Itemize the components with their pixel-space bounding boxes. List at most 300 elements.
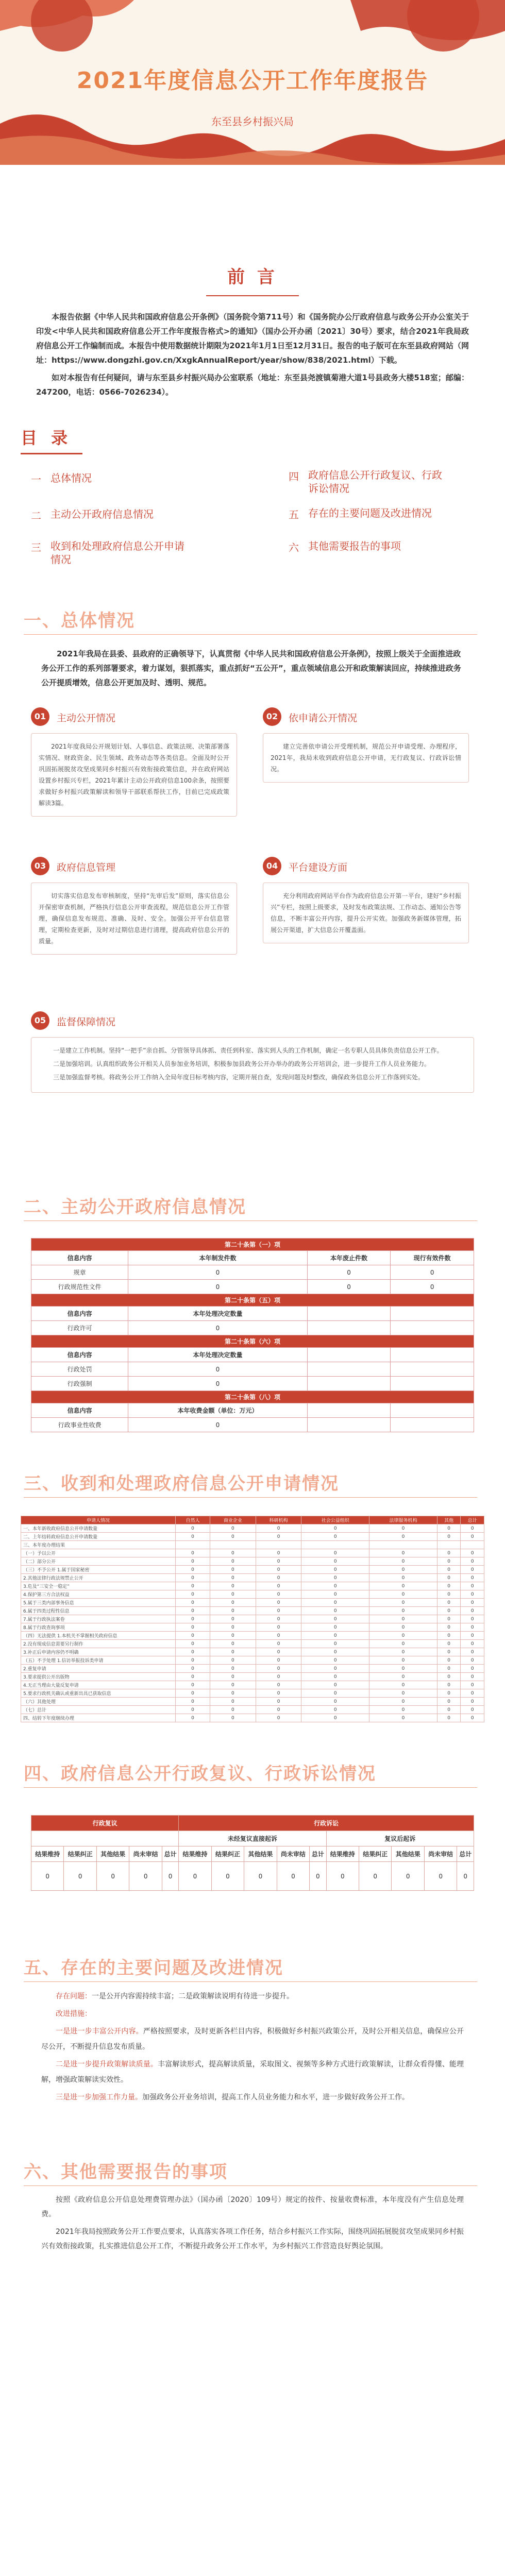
table-cell: 0 [128,1280,308,1294]
table-cell [210,1541,256,1549]
table-header-cell: 行政复议 [31,1816,179,1831]
table-cell: 0 [256,1706,301,1714]
table-header-cell: 信息内容 [31,1348,128,1362]
table-row [21,1524,484,1533]
toc-num: 一 [31,473,41,486]
table-cell: 0 [176,1623,210,1632]
card-title: 依申请公开情况 [289,713,358,724]
table-cell: 0 [256,1656,301,1665]
table-cell: 0 [437,1681,461,1689]
table-row-label: 5.属于三类内部事务信息 [21,1599,176,1607]
table-cell: 0 [176,1574,210,1582]
table-row [21,1673,484,1681]
table-cell: 0 [457,1862,474,1891]
table-cell: 0 [461,1706,484,1714]
toc-item-6[interactable] [289,539,442,554]
table-header-cell [307,1403,391,1418]
table-header-row [31,1831,474,1846]
table-cell: 0 [210,1689,256,1698]
table-cell: 0 [369,1582,437,1590]
table-cell: 0 [176,1632,210,1640]
table-bar-cell: 第二十条第（八）项 [31,1391,474,1403]
table-header-row [31,1846,474,1862]
table-cell [461,1541,484,1549]
table-cell: 0 [437,1599,461,1607]
toc-num: 六 [289,541,299,554]
table-row [21,1689,484,1698]
table-row [21,1665,484,1673]
table-cell: 0 [369,1689,437,1698]
table-cell: 0 [437,1533,461,1541]
table-cell: 0 [210,1615,256,1623]
table-row [21,1607,484,1615]
table-cell: 0 [301,1524,369,1533]
table-header-cell: 其他 [437,1516,461,1524]
table-header-cell: 社会公益组织 [301,1516,369,1524]
table-cell: 0 [437,1590,461,1599]
card-title: 监督保障情况 [57,1016,116,1028]
section-divider [24,1981,477,1982]
table-cell: 0 [210,1640,256,1648]
table-cell: 0 [176,1698,210,1706]
table-cell: 0 [256,1549,301,1557]
table-header-cell: 结果纠正 [64,1846,96,1862]
table-cell [307,1321,391,1335]
table-cell: 0 [256,1524,301,1533]
section-header [0,1947,505,1989]
section-title: 六、其他需要报告的事项 [24,2162,228,2182]
table-cell: 0 [210,1714,256,1722]
table-header-row [31,1816,474,1831]
table-row-label: 3.补正后申请内容仍不明确 [21,1648,176,1656]
table-header-row [31,1307,474,1321]
table-row [21,1566,484,1574]
review-litigation-table [31,1815,474,1891]
table-row-label: （一）予以公开 [21,1549,176,1557]
table-cell [307,1362,391,1377]
table-cell: 0 [210,1574,256,1582]
table-cell: 0 [461,1632,484,1640]
table-cell [256,1541,301,1549]
table-header-cell [391,1307,474,1321]
table-cell [307,1377,391,1391]
table-cell: 0 [162,1862,178,1891]
toc-item-4[interactable] [289,468,442,495]
table-row-label: 二、上年结转政府信息公开申请数量 [21,1533,176,1541]
table-header-cell: 总计 [162,1846,178,1862]
table-cell: 0 [437,1615,461,1623]
table-header-cell: 复议后起诉 [326,1831,474,1846]
table-cell: 0 [437,1524,461,1533]
section-header [0,1753,505,1794]
toc-num: 四 [289,470,299,483]
section-divider [24,2185,477,2186]
table-cell: 0 [461,1665,484,1673]
card-paragraph: 一是建立工作机制。坚持“一把手”亲自抓、分管领导具体抓、责任到科室、落实到人头的工作机制，确定一名专职人员具体负责信息公开工作。 [53,1047,443,1054]
table-cell: 0 [437,1566,461,1574]
table-cell: 0 [301,1623,369,1632]
table-cell: 0 [437,1689,461,1698]
section6-paragraph: 按照《政府信息公开信息处理费管理办法》（国办函〔2020〕109号）规定的按件、按量收费标准，本年度没有产生信息处理费。 [41,2196,464,2218]
card-badge: 04 [263,857,281,875]
table-cell: 0 [461,1599,484,1607]
table-header-row [31,1403,474,1418]
report-org: 东至县乡村振兴局 [211,115,294,128]
table-row-label: 3.危及“三安全一稳定” [21,1582,176,1590]
table-cell: 0 [369,1607,437,1615]
table-cell: 0 [176,1640,210,1648]
table-bar-cell: 第二十条第（一）项 [31,1239,474,1251]
table-cell: 0 [437,1706,461,1714]
table-cell: 0 [176,1689,210,1698]
table-header-cell: 其他结果 [392,1846,424,1862]
table-row [21,1706,484,1714]
table-row-label: 2.重复申请 [21,1665,176,1673]
table-cell: 0 [301,1574,369,1582]
table-cell: 0 [301,1590,369,1599]
table-cell: 0 [301,1673,369,1681]
section-divider [24,1787,477,1788]
table-cell: 0 [176,1681,210,1689]
table-cell: 0 [461,1681,484,1689]
table-row-label: （七）总计 [21,1706,176,1714]
table-bar-row [31,1391,474,1403]
table-cell: 0 [437,1698,461,1706]
card-body: 切实落实信息发布审核制度，坚持“先审后发”原则，落实信息公开保密审查机制，严格执行信息公开审查流程，规范信息公开工作管理，确保信息发布规范、准确、及时、安全。加强公开平台信息管理，定期检查更新，及时对过期信息进行清理，提高政府信息公开的质量。 [31,883,237,955]
table-row [21,1541,484,1549]
application-table [21,1516,484,1722]
table-cell: 0 [301,1698,369,1706]
table-row-label: 2.其他法律行政法规禁止公开 [21,1574,176,1582]
table-cell: 0 [210,1524,256,1533]
table-cell: 0 [210,1632,256,1640]
table-cell: 0 [176,1607,210,1615]
table-cell: 0 [369,1665,437,1673]
toc-num: 三 [31,541,41,554]
table-row-label: 4.保护第三方合法权益 [21,1590,176,1599]
table-cell: 0 [301,1615,369,1623]
table-header-cell: 其他结果 [244,1846,277,1862]
table-cell: 0 [176,1665,210,1673]
table-cell: 0 [64,1862,96,1891]
table-row-label: （二）部分公开 [21,1557,176,1566]
table-cell: 0 [310,1862,326,1891]
table-cell: 0 [244,1862,277,1891]
card-supervision [31,1011,474,1181]
table-cell: 0 [437,1648,461,1656]
card-application-disclosure [263,707,474,846]
table-cell: 0 [31,1862,64,1891]
table-header-cell: 科研机构 [256,1516,301,1524]
section-divider [24,634,477,635]
section-title: 三、收到和处理政府信息公开申请情况 [24,1473,339,1494]
table-cell: 0 [128,1377,308,1391]
toc-label: 总体情况 [50,472,92,484]
table-header-cell: 法律服务机构 [369,1516,437,1524]
table-cell: 0 [210,1607,256,1615]
table-cell: 0 [210,1706,256,1714]
table-cell: 0 [210,1698,256,1706]
table-cell: 0 [176,1706,210,1714]
table-cell: 0 [210,1623,256,1632]
table-cell: 0 [301,1599,369,1607]
table-header-cell: 信息内容 [31,1403,128,1418]
problems-label: 存在问题： [56,1992,92,2001]
table-header-cell: 未经复议直接起诉 [179,1831,326,1846]
table-cell: 0 [256,1632,301,1640]
table-cell: 0 [437,1640,461,1648]
table-cell: 0 [256,1648,301,1656]
table-row-label: 4.无正当理由大量反复申请 [21,1681,176,1689]
table-row-label: （六）其他处理 [21,1698,176,1706]
card-badge: 01 [31,707,49,726]
table-cell: 0 [369,1549,437,1557]
table-header-cell: 现行有效件数 [391,1251,474,1265]
table-row [31,1377,474,1391]
table-cell [437,1541,461,1549]
toc-item-3[interactable] [31,539,184,566]
table-cell: 0 [176,1673,210,1681]
table-cell: 0 [461,1640,484,1648]
improve-text: 严格按照要求，及时更新各栏目内容，积极做好乡村振兴政策公开，及时公开相关信息，确保应公开尽公开，不断提升信息发布质量。 [41,2027,464,2051]
table-row [31,1362,474,1377]
table-cell: 规章 [31,1265,128,1280]
table-cell: 0 [176,1557,210,1566]
card-body [31,1037,474,1093]
toc-label: 政府信息公开行政复议、行政诉讼情况 [308,469,442,495]
table-cell: 0 [437,1632,461,1640]
table-cell: 0 [369,1574,437,1582]
table-cell: 行政规范性文件 [31,1280,128,1294]
table-bar-row [31,1294,474,1307]
table-cell: 0 [256,1557,301,1566]
improve-lead: 一是进一步丰富公开内容。 [56,2027,143,2036]
table-cell [391,1321,474,1335]
table-cell: 0 [369,1648,437,1656]
table-cell: 0 [369,1557,437,1566]
table-cell: 0 [461,1590,484,1599]
toc-item-1[interactable] [31,471,184,486]
table-cell: 0 [369,1681,437,1689]
table-cell: 0 [301,1648,369,1656]
table-cell: 0 [256,1673,301,1681]
table-cell: 0 [211,1862,244,1891]
table-row [21,1698,484,1706]
table-cell: 0 [461,1549,484,1557]
table-cell: 0 [437,1714,461,1722]
table-cell: 0 [369,1640,437,1648]
section-title: 一、总体情况 [24,611,135,631]
section-header [0,1463,505,1504]
table-cell: 0 [301,1714,369,1722]
table-row [21,1640,484,1648]
table-row [31,1265,474,1280]
card-active-disclosure [31,707,242,846]
card-paragraph: 三是加强监督考核。将政务公开工作纳入全局年度目标考核内容，定期开展自查，发现问题及时整改，确保政务信息公开工作落到实处。 [53,1074,425,1081]
improve-text: 加强政务公开业务培训，提高工作人员业务能力和水平，进一步做好政务公开工作。 [142,2093,409,2102]
table-cell: 0 [461,1566,484,1574]
table-cell: 0 [437,1582,461,1590]
table-cell: 0 [210,1599,256,1607]
table-cell: 0 [461,1557,484,1566]
table-cell: 0 [301,1607,369,1615]
table-cell: 0 [369,1566,437,1574]
table-header-cell: 其他结果 [96,1846,129,1862]
table-cell: 0 [210,1648,256,1656]
table-cell: 0 [210,1549,256,1557]
table-cell: 0 [210,1582,256,1590]
table-cell: 0 [176,1714,210,1722]
table-row-label: 8.属于行政查询事项 [21,1623,176,1632]
table-cell [176,1541,210,1549]
table-cell: 0 [369,1632,437,1640]
preface-paragraph: 如对本报告有任何疑问，请与东至县乡村振兴局办公室联系（地址：东至县尧渡镇菊港大道1号县政务大楼518室；邮编：247200，电话：0566-7026234）。 [36,373,469,397]
table-cell: 0 [391,1280,474,1294]
table-cell: 0 [301,1557,369,1566]
table-cell: 0 [369,1698,437,1706]
application-table-wrap [21,1516,484,1722]
table-cell: 0 [437,1549,461,1557]
card-title: 平台建设方面 [289,862,348,873]
card-body: 建立完善依申请公开受理机制，规范公开申请受理、办理程序，2021年，我局未收到政府信息公开申请，无行政复议、行政诉讼情况。 [263,733,469,783]
section1-cards [31,707,474,996]
toc-label: 存在的主要问题及改进情况 [308,507,432,519]
preface-divider [206,295,299,296]
table-cell: 0 [369,1590,437,1599]
table-cell: 0 [176,1533,210,1541]
toc-item-5[interactable] [289,506,442,521]
table-cell: 0 [128,1265,308,1280]
table-row [21,1714,484,1722]
table-cell: 0 [179,1862,211,1891]
table-cell: 0 [210,1566,256,1574]
table-header-cell [391,1348,474,1362]
section-title: 二、主动公开政府信息情况 [24,1197,246,1217]
table-header-cell: 尚未审结 [129,1846,162,1862]
table-cell: 0 [437,1557,461,1566]
table-cell: 0 [176,1566,210,1574]
table-cell: 0 [128,1362,308,1377]
table-cell: 0 [256,1698,301,1706]
table-header-cell: 信息内容 [31,1307,128,1321]
table-cell: 0 [437,1607,461,1615]
table-cell: 0 [461,1656,484,1665]
preface [0,263,505,399]
card-body: 2021年度我局公开规划计划、人事信息、政策法规、决策部署落实情况、财政资金、民生领域、政务动态等各类信息。全面及时公开巩固拓展脱贫攻坚成果同乡村振兴有效衔接政策信息，并在政府网站设置乡村振兴专栏，2021年累计主动公开政府信息100余条，按照要求做好乡村振兴政策解读和领导干部联系帮扶工作，目前已完成政策解读3篇。 [31,733,237,817]
table-cell: 0 [301,1656,369,1665]
table-cell: 0 [301,1533,369,1541]
table-header-row [21,1516,484,1524]
table-cell: 0 [176,1615,210,1623]
table-header-cell [391,1403,474,1418]
improve-text: 丰富解读形式，提高解读质量，采取图文、视频等多种方式进行政策解读，让群众看得懂、能理解，增强政策解读实效性。 [41,2060,464,2084]
table-cell: 0 [369,1533,437,1541]
table-cell [391,1418,474,1432]
table-header-cell: 本年收费金额（单位：万元） [128,1403,308,1418]
table-cell: 0 [210,1665,256,1673]
section-header [0,600,505,641]
hero-banner [0,0,505,165]
table-row [21,1549,484,1557]
table-row-label: 2.没有现成信息需要另行制作 [21,1640,176,1648]
table-cell: 0 [437,1673,461,1681]
table-cell: 0 [301,1582,369,1590]
section6-paragraph: 2021年我局按照政务公开工作要点要求，认真落实各项工作任务，结合乡村振兴工作实际，围绕巩固拓展脱贫攻坚成果同乡村振兴有效衔接政策，扎实推进信息公开工作，不断提升政务公开工作水平，为乡村振兴工作营造良好舆论氛围。 [41,2228,464,2250]
table-cell: 0 [256,1566,301,1574]
table-cell: 0 [369,1656,437,1665]
section6-body [0,2193,505,2253]
table-row [21,1681,484,1689]
table-cell: 0 [277,1862,309,1891]
table-header-cell: 信息内容 [31,1251,128,1265]
table-row-label: （五）不予处理 1.信访举报投诉类申请 [21,1656,176,1665]
card-badge: 05 [31,1011,49,1030]
section5-body [0,1989,505,2105]
toc-item-2[interactable] [31,507,184,522]
improve-label: 改进措施： [56,2010,92,2018]
table-cell: 0 [176,1590,210,1599]
table-cell: 行政事业性收费 [31,1418,128,1432]
table-cell: 0 [96,1862,129,1891]
table-cell: 行政处罚 [31,1362,128,1377]
table-cell: 0 [256,1640,301,1648]
table-cell: 0 [176,1648,210,1656]
table-cell: 0 [369,1706,437,1714]
problems-text: 一是公开内容需持续丰富；二是政策解读说明有待进一步提升。 [92,1992,294,2001]
table-cell: 0 [256,1533,301,1541]
table-row [21,1557,484,1566]
table-cell: 0 [461,1615,484,1623]
table-cell: 0 [301,1632,369,1640]
card-body: 充分利用政府网站平台作为政府信息公开第一平台，建好“乡村振兴”专栏，按照上级要求，及时发布政策法规、工作动态、通知公告等信息，不断丰富公开内容，提升公开实效。加强政务新媒体管理，拓展公开渠道，扩大信息公开覆盖面。 [263,883,469,943]
table-row-label: 7.属于行政执法案卷 [21,1615,176,1623]
table-cell: 0 [301,1566,369,1574]
card-platform [263,857,474,996]
table-row [21,1599,484,1607]
card-title: 政府信息管理 [57,862,116,873]
table-header-cell: 尚未审结 [277,1846,309,1862]
table-header-cell: 本年废止件数 [307,1251,391,1265]
toc-title: 目 录 [21,428,72,448]
table-row-label: 5.要求行政机关确认或重新出具已获取信息 [21,1689,176,1698]
table-cell: 0 [128,1418,308,1432]
table-row [21,1533,484,1541]
table-cell: 0 [256,1681,301,1689]
table-row [31,1280,474,1294]
table-row-label: （四）无法提供 1.本机关不掌握相关政府信息 [21,1632,176,1640]
table-row [21,1656,484,1665]
table-header-cell: 行政诉讼 [179,1816,474,1831]
table-cell: 0 [437,1665,461,1673]
card-badge: 03 [31,857,49,875]
table-cell: 0 [256,1574,301,1582]
table-row [21,1574,484,1582]
improve-lead: 二是进一步提升政策解读质量。 [56,2060,158,2069]
table-row [21,1590,484,1599]
table-cell: 0 [210,1681,256,1689]
table-cell: 0 [301,1681,369,1689]
card-paragraph: 二是加强培训。认真组织政务公开相关人员参加业务培训，积极参加县政务公开办举办的政务公开培训会，进一步提升工作人员业务能力。 [53,1060,431,1067]
preface-paragraph: 本报告依据《中华人民共和国政府信息公开条例》（国务院令第711号）和《国务院办公厅政府信息与政务公开办公室关于印发<中华人民共和国政府信息公开工作年度报告格式>的通知》（国办公开办函〔2021〕30号）要求，结合2021年我局政府信息公开工作编制而成。本报告中使用数据统计期限为2021年1月1日至12月31日。报告的电子版可在东至县政府网站（网址：https://www.dongzhi.gov.cn/XxgkAnnualReport/year/show/838/2021.html）下载。 [36,312,469,365]
table-header-cell: 总计 [457,1846,474,1862]
table-row-label: 三、本年度办理结果 [21,1541,176,1549]
table-cell: 0 [176,1599,210,1607]
table-cell: 0 [437,1574,461,1582]
table-header-row [31,1348,474,1362]
table-cell: 0 [461,1714,484,1722]
table-cell: 0 [461,1673,484,1681]
report-title: 2021年度信息公开工作年度报告 [76,67,429,94]
